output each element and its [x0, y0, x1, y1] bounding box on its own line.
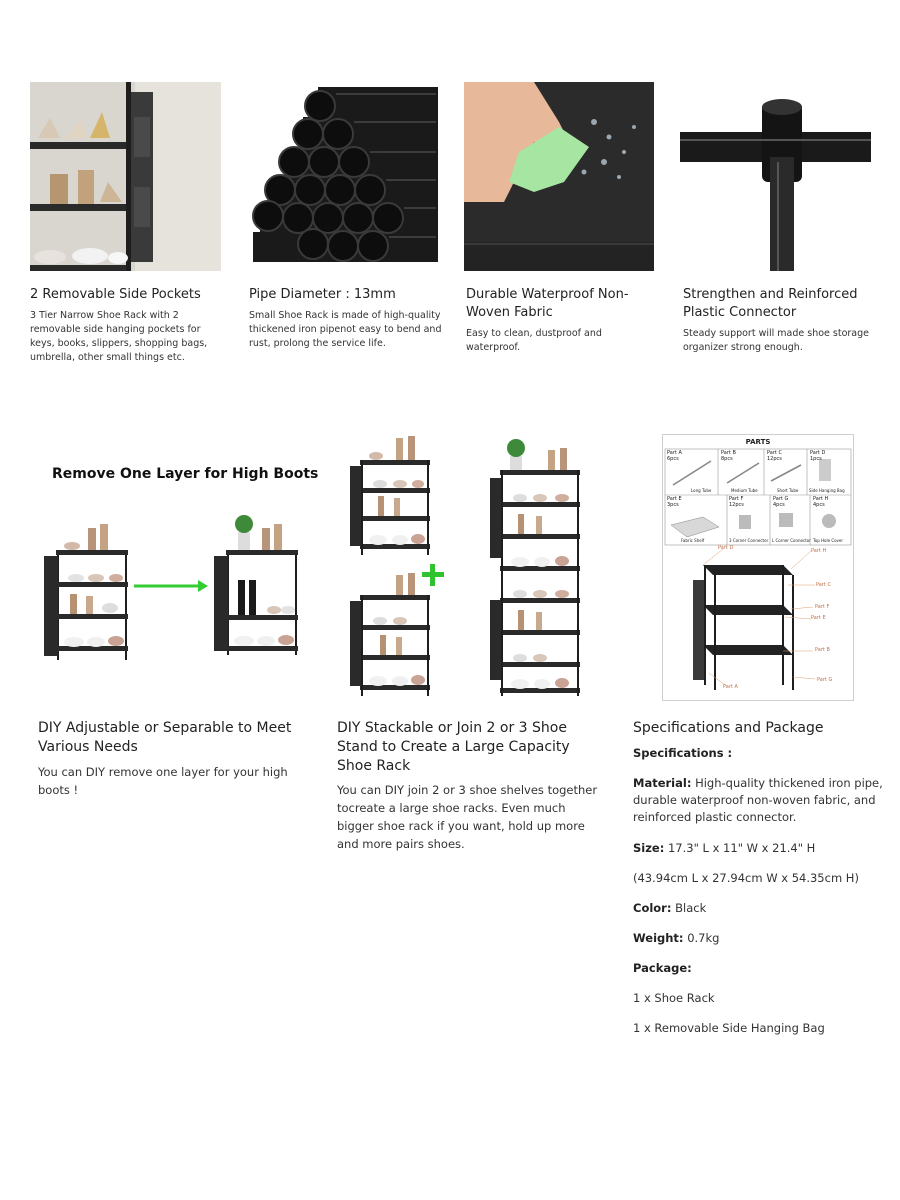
part-label: Part E [667, 496, 682, 502]
part-qty: 3pcs [667, 502, 679, 508]
part-label: Part F [729, 496, 744, 502]
spec-value: 0.7kg [683, 931, 720, 945]
callout-label: Part A [723, 684, 738, 690]
package-item: 1 x Removable Side Hanging Bag [633, 1021, 825, 1035]
spec-material [633, 775, 883, 826]
part-qty: 12pcs [729, 502, 744, 508]
package-item: 1 x Shoe Rack [633, 991, 715, 1005]
part-caption: Long Tube [691, 488, 712, 493]
waterproof-fabric-photo [464, 82, 654, 271]
feature-description: 3 Tier Narrow Shoe Rack with 2 removable side hanging pockets for keys, books, slippers, shopping bags, umbrella, other small things etc. [30, 310, 208, 363]
section-title: DIY Adjustable or Separable to Meet Various Needs [38, 720, 292, 755]
section-description: You can DIY join 2 or 3 shoe shelves together tocreate a large shoe racks. Even much bigger shoe rack if you want, hold up more and more pairs shoes. [337, 783, 598, 851]
package-heading: Package: [633, 961, 692, 975]
part-label: Part C [767, 450, 782, 456]
part-caption: Fabric Shelf [681, 538, 705, 543]
part-qty: 8pcs [721, 456, 733, 462]
callout-label: Part C [816, 582, 831, 588]
part-label: Part B [721, 450, 736, 456]
connector-photo [680, 82, 871, 271]
spec-value: 17.3" L x 11" W x 21.4" H [664, 841, 816, 855]
spec-label: Material: [633, 776, 692, 790]
parts-heading: PARTS [745, 438, 771, 446]
part-qty: 4pcs [813, 502, 825, 508]
feature-title: Durable Waterproof Non-Woven Fabric [466, 287, 629, 320]
part-qty: 1pcs [810, 456, 822, 462]
stackable-illustration [340, 430, 590, 705]
part-caption: 3 Corner Connector [729, 538, 769, 543]
part-label: Part A [667, 450, 682, 456]
feature-description: Steady support will made shoe storage organizer strong enough. [683, 328, 870, 353]
callout-label: Part B [815, 647, 830, 653]
callout-label: Part G [817, 677, 833, 683]
feature-title: 2 Removable Side Pockets [30, 287, 201, 302]
feature-description: Small Shoe Rack is made of high-quality thickened iron pipenot easy to bend and rust, prolong the service life. [249, 310, 442, 349]
feature-title: Pipe Diameter : 13mm [249, 287, 396, 302]
section-title: Specifications and Package [633, 720, 824, 736]
specs-heading: Specifications : [633, 746, 733, 760]
spec-label: Weight: [633, 931, 684, 945]
callout-label: Part D [718, 545, 734, 551]
part-label: Part G [773, 496, 789, 502]
part-caption: Medium Tube [731, 488, 758, 493]
spec-weight [633, 930, 883, 947]
section-title: DIY Stackable or Join 2 or 3 Shoe Stand to Create a Large Capacity Shoe Rack [337, 720, 570, 774]
spec-value: High-quality thickened iron pipe, durable waterproof non-woven fabric, and reinforced plastic connector. [633, 776, 883, 824]
part-caption: Side Hanging Bag [809, 488, 845, 493]
feature-title: Strengthen and Reinforced Plastic Connector [683, 287, 858, 320]
part-qty: 6pcs [667, 456, 679, 462]
part-qty: 4pcs [773, 502, 785, 508]
feature-description: Easy to clean, dustproof and waterproof. [466, 328, 602, 353]
spec-label: Size: [633, 841, 665, 855]
callout-label: Part H [811, 548, 827, 554]
part-label: Part H [813, 496, 829, 502]
spec-size-metric: (43.94cm L x 27.94cm W x 54.35cm H) [633, 871, 859, 885]
spec-size [633, 840, 883, 857]
part-caption: Short Tube [777, 488, 799, 493]
spec-value: Black [671, 901, 707, 915]
spec-color [633, 900, 883, 917]
part-label: Part D [810, 450, 826, 456]
image-caption: Remove One Layer for High Boots [52, 466, 319, 482]
pipes-photo [248, 82, 438, 271]
part-caption: L Corner Connector [772, 538, 811, 543]
side-pockets-photo [30, 82, 221, 271]
part-qty: 12pcs [767, 456, 782, 462]
part-caption: Top Hole Cover [813, 538, 844, 543]
parts-diagram [662, 434, 854, 701]
callout-label: Part F [815, 604, 830, 610]
callout-label: Part E [811, 615, 826, 621]
spec-label: Color: [633, 901, 672, 915]
section-description: You can DIY remove one layer for your high boots ! [38, 765, 288, 797]
remove-layer-illustration [30, 440, 320, 700]
